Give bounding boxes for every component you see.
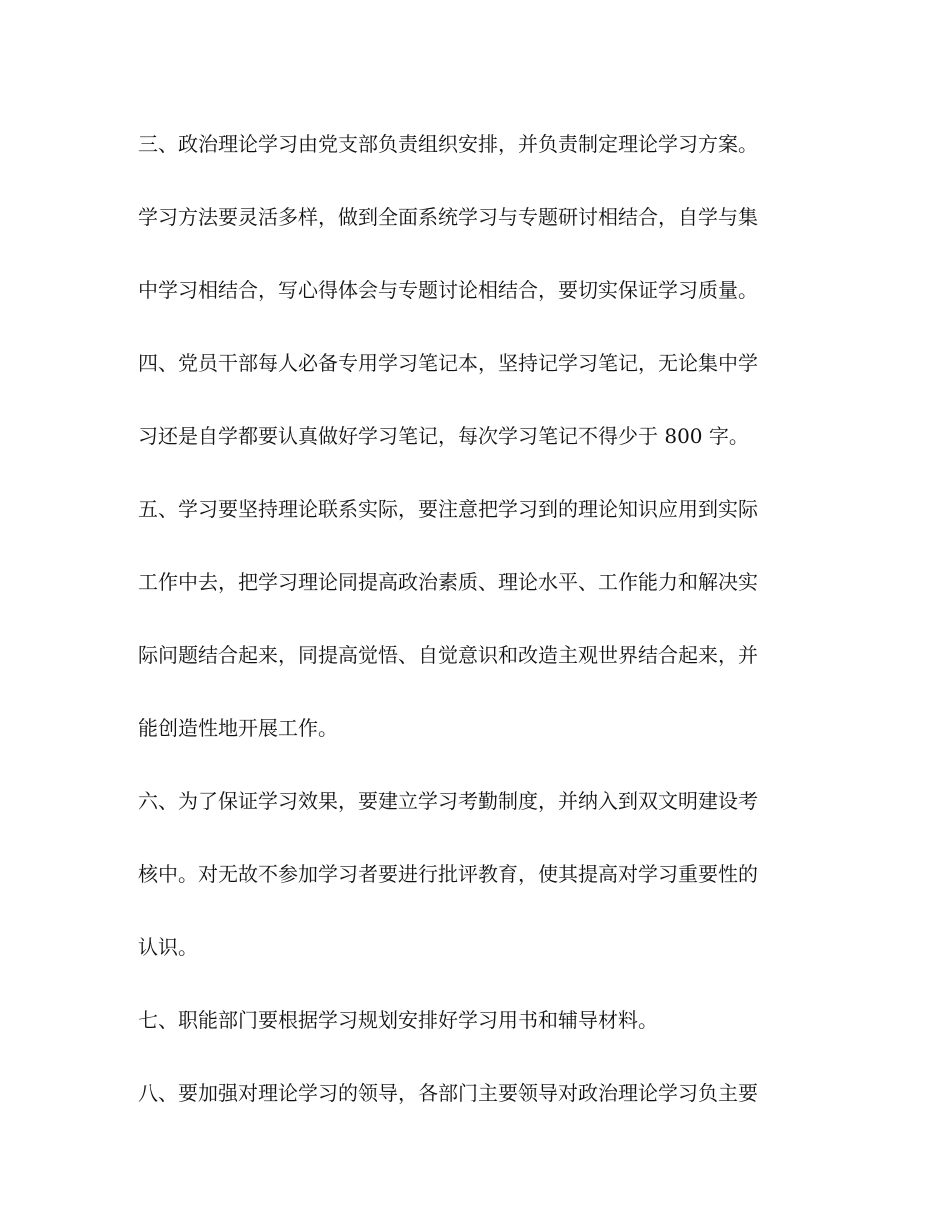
text-line: 习还是自学都要认真做好学习笔记，每次学习笔记不得少于 800 字。 bbox=[138, 424, 749, 448]
text-line: 学习方法要灵活多样，做到全面系统学习与专题研讨相结合，自学与集 bbox=[138, 205, 758, 229]
text-line: 七、职能部门要根据学习规划安排好学习用书和辅导材料。 bbox=[138, 1008, 658, 1032]
text-line: 中学习相结合，写心得体会与专题讨论相结合，要切实保证学习质量。 bbox=[138, 278, 758, 302]
text-line: 四、党员干部每人必备专用学习笔记本，坚持记学习笔记，无论集中学 bbox=[138, 351, 758, 375]
text-line: 五、学习要坚持理论联系实际，要注意把学习到的理论知识应用到实际 bbox=[138, 497, 758, 521]
text-line: 认识。 bbox=[138, 935, 198, 959]
text-line: 工作中去，把学习理论同提高政治素质、理论水平、工作能力和解决实 bbox=[138, 570, 758, 594]
text-line: 际问题结合起来，同提高觉悟、自觉意识和改造主观世界结合起来，并 bbox=[138, 643, 758, 667]
text-line: 三、政治理论学习由党支部负责组织安排，并负责制定理论学习方案。 bbox=[138, 132, 758, 156]
text-line: 能创造性地开展工作。 bbox=[138, 716, 338, 740]
text-line: 六、为了保证学习效果，要建立学习考勤制度，并纳入到双文明建设考 bbox=[138, 789, 758, 813]
text-line: 核中。对无故不参加学习者要进行批评教育，使其提高对学习重要性的 bbox=[138, 862, 758, 886]
text-line: 八、要加强对理论学习的领导，各部门主要领导对政治理论学习负主要 bbox=[138, 1081, 758, 1105]
